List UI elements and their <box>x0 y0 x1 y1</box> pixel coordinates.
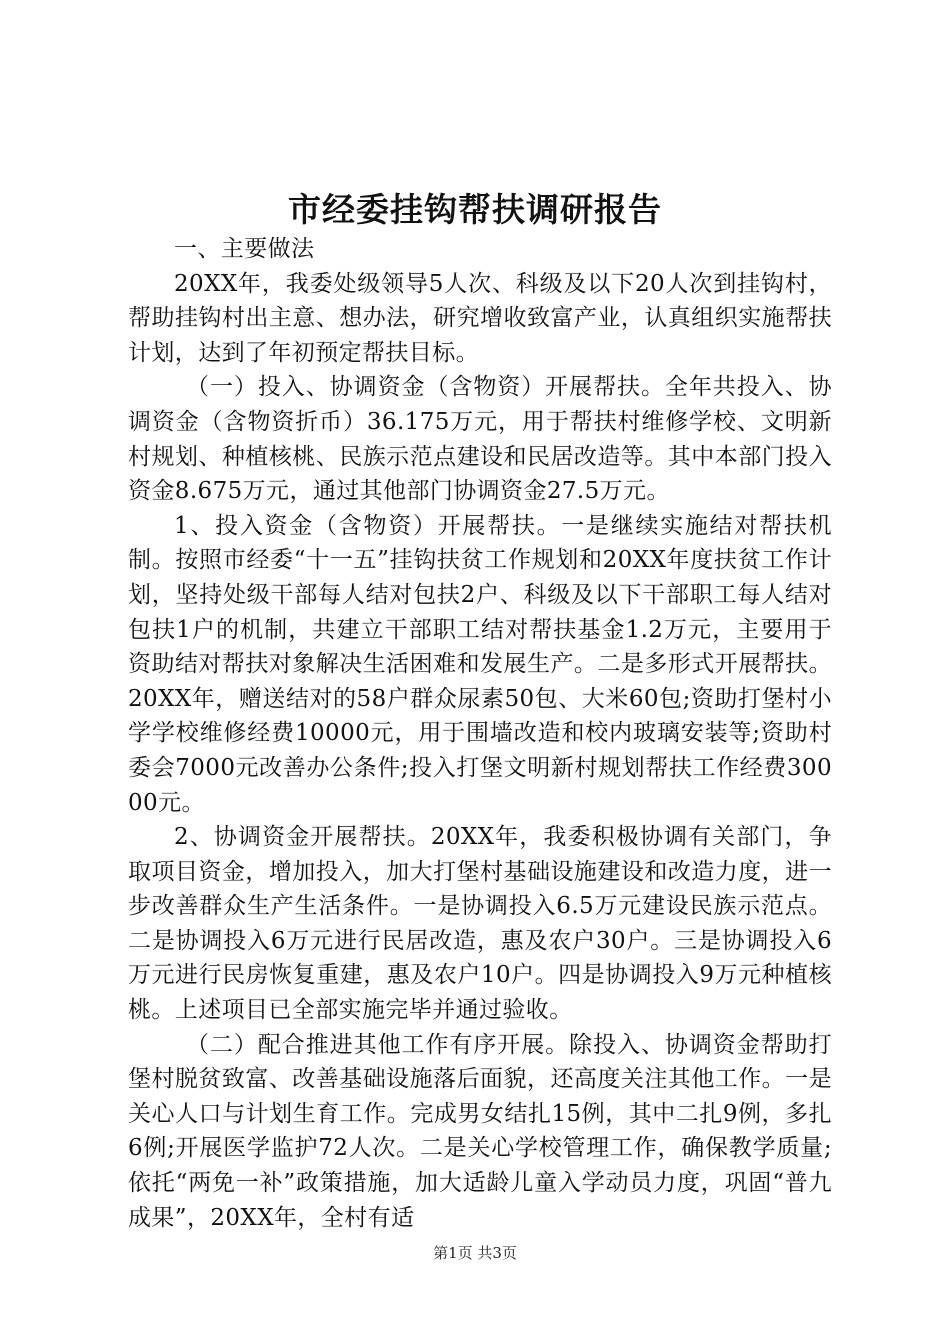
paragraph-overview: 20XX年，我委处级领导5人次、科级及以下20人次到挂钩村，帮助挂钩村出主意、想办法，研究增收致富产业，认真组织实施帮扶计划，达到了年初预定帮扶目标。 <box>128 270 832 366</box>
paragraph-item-one: 1、投入资金（含物资）开展帮扶。一是继续实施结对帮扶机制。按照市经委“十一五”挂钩扶贫工作规划和20XX年度扶贫工作计划，坚持处级干部每人结对包扶2户、科级及以下干部职工每人结对包扶1户的机制，共建立干部职工结对帮扶基金1.2万元，主要用于资助结对帮扶对象解决生活困难和发展生产。二是多形式开展帮扶。20XX年，赠送结对的58户群众尿素50包、大米60包;资助打堡村小学学校维修经费10000元，用于围墙改造和校内玻璃安装等;资助村委会7000元改善办公条件;投入打堡文明新村规划帮扶工作经费30000元。 <box>128 512 832 816</box>
paragraph-item-two: 2、协调资金开展帮扶。20XX年，我委积极协调有关部门，争取项目资金，增加投入，加大打堡村基础设施建设和改造力度，进一步改善群众生产生活条件。一是协调投入6.5万元建设民族示范点。二是协调投入6万元进行民居改造，惠及农户30户。三是协调投入6万元进行民房恢复重建，惠及农户10户。四是协调投入9万元种植核桃。上述项目已全部实施完毕并通过验收。 <box>128 824 832 1024</box>
section-heading-main-practices: 一、主要做法 <box>174 236 315 262</box>
paragraph-subsection-one: （一）投入、协调资金（含物资）开展帮扶。全年共投入、协调资金（含物资折币）36.175万元，用于帮扶村维修学校、文明新村规划、种植核桃、民族示范点建设和民居改造等。其中本部门投入资金8.675万元，通过其他部门协调资金27.5万元。 <box>128 374 832 505</box>
document-title: 市经委挂钩帮扶调研报告 <box>288 190 662 229</box>
page-footer: 第1页 共3页 <box>433 1244 517 1262</box>
paragraph-subsection-two: （二）配合推进其他工作有序开展。除投入、协调资金帮助打堡村脱贫致富、改善基础设施落后面貌，还高度关注其他工作。一是关心人口与计划生育工作。完成男女结扎15例，其中二扎9例，多扎6例;开展医学监护72人次。二是关心学校管理工作，确保教学质量;依托“两免一补”政策措施，加大适龄儿童入学动员力度，巩固“普九成果”，20XX年，全村有适 <box>128 1031 832 1231</box>
document-body <box>128 232 832 1235</box>
